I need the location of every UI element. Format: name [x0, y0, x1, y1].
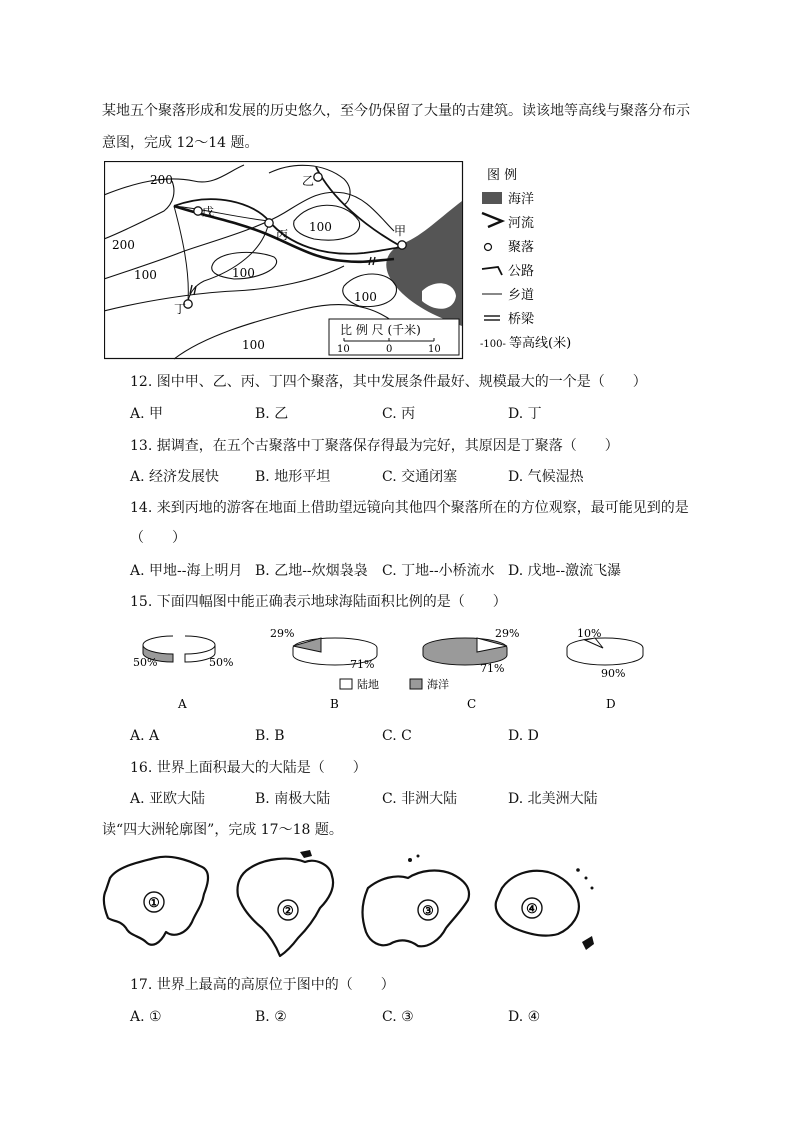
question-16 [130, 758, 367, 778]
legend-ocean-swatch [482, 192, 502, 204]
continent-label-3: ③ [422, 904, 434, 919]
intro-line-1: 某地五个聚落形成和发展的历史悠久，至今仍保留了大量的古建筑。读该地等高线与聚落分布示 [102, 103, 690, 119]
question-number: 13. [130, 438, 153, 454]
q16-option-c[interactable]: C. 非洲大陆 [382, 791, 458, 807]
scale-tick-2: 0 [386, 344, 393, 355]
q14-option-b[interactable]: B. 乙地--炊烟袅袅 [255, 563, 368, 579]
label-jia: 甲 [394, 224, 407, 238]
pie-a-letter: A [178, 697, 187, 711]
question-number: 12. [130, 374, 153, 390]
q13-option-d[interactable]: D. 气候湿热 [508, 469, 584, 485]
q15-option-a[interactable]: A. A [130, 728, 160, 744]
pie-c-small-pct: 29% [495, 627, 520, 640]
legend-settlement: 聚落 [508, 240, 535, 255]
settlement-yi [314, 173, 322, 181]
contour-label-200-b: 200 [112, 238, 135, 252]
section2-intro: 读“四大洲轮廓图”，完成 17～18 题。 [102, 822, 343, 838]
pie-d-large-pct: 90% [601, 667, 626, 680]
question-text: 来到丙地的游客在地面上借助望远镜向其他四个聚落所在的方位观察，最可能见到的是 [156, 500, 689, 516]
pie-d-letter: D [606, 697, 616, 711]
question-17 [130, 975, 395, 995]
question-text: 世界上最高的高原位于图中的（ ） [156, 977, 395, 993]
pie-d [567, 627, 643, 711]
settlement-wu [194, 207, 202, 215]
pie-b-small-pct: 29% [270, 627, 295, 640]
legend-ocean: 海洋 [508, 192, 535, 207]
pie-legend-ocean-swatch [410, 679, 422, 689]
pie-b-letter: B [330, 697, 339, 711]
q14-option-c[interactable]: C. 丁地--小桥流水 [382, 563, 495, 579]
question-number: 14. [130, 500, 153, 516]
q15-option-c[interactable]: C. C [382, 728, 412, 744]
q16-option-d[interactable]: D. 北美洲大陆 [508, 791, 598, 807]
legend-title: 图 例 [487, 168, 518, 183]
q15-option-d[interactable]: D. D [508, 728, 539, 744]
q13-option-b[interactable]: B. 地形平坦 [255, 469, 331, 485]
settlement-jia [398, 241, 406, 249]
contour-label-100-c: 100 [309, 220, 332, 234]
legend-settlement-swatch [485, 244, 492, 251]
scale-title: 比 例 尺 (千米) [340, 323, 421, 337]
pie-legend-ocean: 海洋 [427, 678, 449, 691]
question-14-blank: （ ） [130, 530, 186, 546]
continent-label-2: ② [282, 904, 294, 919]
pie-figures [125, 622, 645, 717]
pie-b [270, 627, 377, 711]
legend-highway: 公路 [508, 264, 535, 279]
contour-settlement-map [104, 161, 594, 361]
q16-option-b[interactable]: B. 南极大陆 [255, 791, 331, 807]
pie-b-large-pct: 71% [350, 658, 375, 671]
q17-option-c[interactable]: C. ③ [382, 1009, 414, 1025]
pie-a-left-pct: 50% [133, 656, 158, 669]
q15-option-b[interactable]: B. B [255, 728, 285, 744]
question-12 [130, 372, 647, 392]
pie-legend-land-swatch [340, 679, 352, 689]
contour-label-200-a: 200 [150, 173, 173, 187]
pie-c-large-pct: 71% [480, 662, 505, 675]
scale-tick-1: 10 [337, 344, 350, 355]
label-yi: 乙 [302, 174, 315, 188]
scale-tick-3: 10 [428, 344, 441, 355]
q13-option-c[interactable]: C. 交通闭塞 [382, 469, 458, 485]
q17-option-d[interactable]: D. ④ [508, 1009, 541, 1025]
continent-label-1: ① [148, 896, 160, 911]
pie-a [133, 636, 233, 711]
label-wu: 戊 [202, 205, 215, 219]
legend-contour-marker: -100- [480, 339, 506, 350]
q12-option-c[interactable]: C. 丙 [382, 406, 416, 422]
pie-d-small-pct: 10% [577, 627, 602, 640]
settlement-bing [265, 219, 273, 227]
legend-river-swatch [482, 213, 502, 227]
q17-option-b[interactable]: B. ② [255, 1009, 287, 1025]
contour-label-100-b: 100 [232, 266, 255, 280]
question-15 [130, 592, 507, 612]
pie-c-letter: C [467, 697, 477, 711]
question-number: 16. [130, 760, 153, 776]
question-text: 图中甲、乙、丙、丁四个聚落，其中发展条件最好、规模最大的一个是（ ） [156, 374, 647, 390]
question-text: 据调查，在五个古聚落中丁聚落保存得最为完好，其原因是丁聚落（ ） [156, 438, 619, 454]
contour-label-100-e: 100 [242, 338, 265, 352]
q12-option-b[interactable]: B. 乙 [255, 406, 289, 422]
question-text: 世界上面积最大的大陆是（ ） [156, 760, 367, 776]
q16-option-a[interactable]: A. 亚欧大陆 [130, 791, 206, 807]
q12-option-a[interactable]: A. 甲 [130, 406, 164, 422]
q13-option-a[interactable]: A. 经济发展快 [130, 469, 220, 485]
legend-contour: 等高线(米) [509, 336, 572, 351]
legend-village-road: 乡道 [508, 288, 535, 303]
legend-highway-swatch [482, 267, 502, 275]
question-number: 17. [130, 977, 153, 993]
continent-3-europe-africa [363, 871, 470, 947]
intro-line-2: 意图，完成 12～14 题。 [102, 135, 259, 151]
question-13 [130, 436, 619, 456]
question-14 [130, 498, 689, 518]
q14-option-d[interactable]: D. 戊地--激流飞瀑 [508, 563, 622, 579]
contour-label-100-a: 100 [134, 268, 157, 282]
pie-c [423, 627, 519, 711]
pie-legend-land: 陆地 [357, 678, 379, 691]
label-bing: 丙 [276, 228, 289, 242]
contour-label-100-d: 100 [354, 290, 377, 304]
legend-bridge: 桥梁 [508, 312, 535, 327]
pie-a-right-pct: 50% [209, 656, 234, 669]
legend-river: 河流 [508, 216, 535, 231]
continents-figure [100, 848, 620, 963]
q14-option-a[interactable]: A. 甲地--海上明月 [130, 563, 243, 579]
continent-label-4: ④ [526, 902, 538, 917]
label-ding: 丁 [174, 302, 187, 316]
q17-option-a[interactable]: A. ① [130, 1009, 162, 1025]
question-text: 下面四幅图中能正确表示地球海陆面积比例的是（ ） [156, 594, 507, 610]
question-number: 15. [130, 594, 153, 610]
q12-option-d[interactable]: D. 丁 [508, 406, 542, 422]
